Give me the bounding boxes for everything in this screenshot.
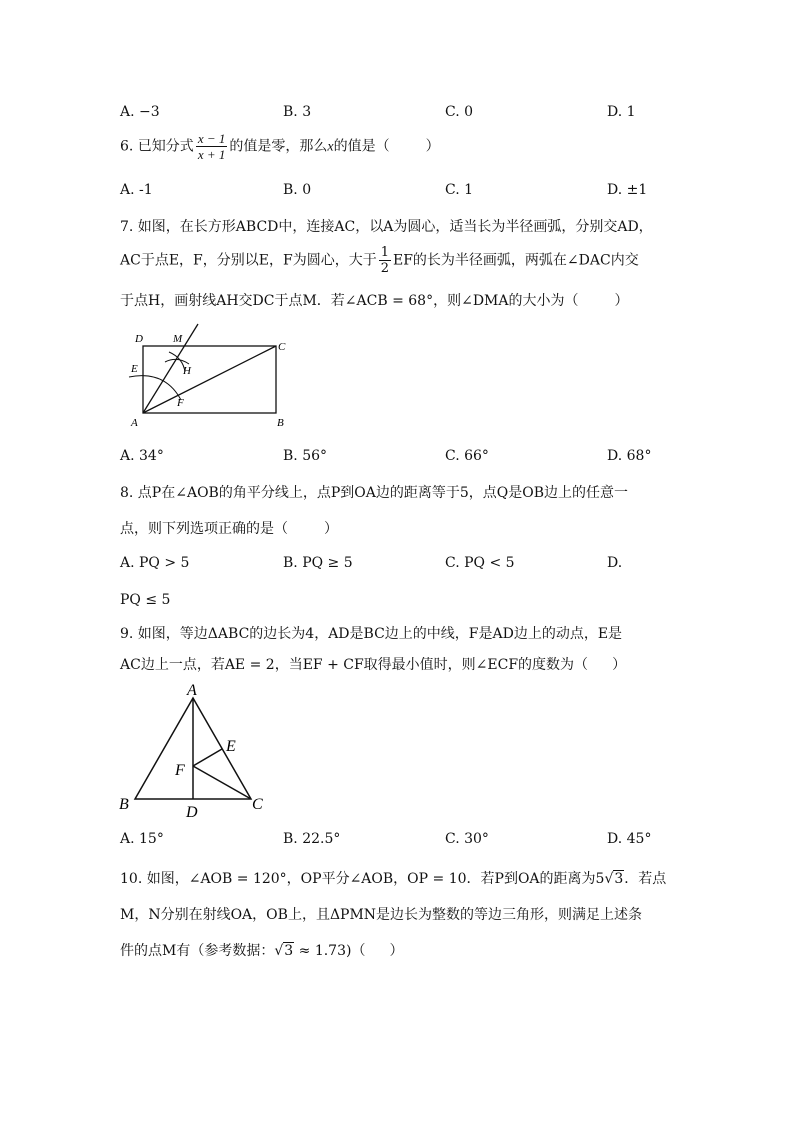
q6-stem — [120, 131, 440, 162]
q7-fraction-half — [379, 245, 391, 276]
q9-option-a: A. 15° — [120, 831, 164, 847]
q9-option-d: D. 45° — [607, 831, 652, 847]
q7-option-c: C. 66° — [445, 448, 489, 464]
q9-label-d: D — [186, 804, 198, 821]
q7-option-a: A. 34° — [120, 448, 164, 464]
q7-line2 — [120, 245, 639, 276]
q6-variable: x — [327, 139, 334, 155]
q9-label-a: A — [187, 682, 197, 699]
q6-option-a: A. -1 — [120, 182, 153, 198]
q7-label-h: H — [183, 365, 191, 377]
q6-close: ） — [425, 138, 440, 155]
q7-frac-den: 2 — [380, 261, 389, 276]
q10-line2: M，N分别在射线OA，OB上，且ΔPMN是边长为整数的等边三角形，则满足上述条 — [120, 907, 643, 923]
q7-line3-close: ） — [614, 293, 629, 309]
q8-line1: 8. 点P在∠AOB的角平分线上，点P到OA边的距离等于5，点Q是OB边上的任意一 — [120, 485, 628, 501]
q7-label-e: E — [131, 363, 138, 375]
q7-option-b: B. 56° — [283, 448, 328, 464]
q6-option-c: C. 1 — [445, 182, 474, 198]
q9-label-e: E — [226, 738, 236, 755]
q6-option-b: B. 0 — [283, 182, 312, 198]
q8-option-d: D. — [607, 555, 623, 571]
q5-option-a: A. −3 — [120, 104, 160, 120]
q7-label-d: D — [135, 333, 143, 345]
q5-option-d: D. 1 — [607, 104, 636, 120]
q8-option-c: C. PQ < 5 — [445, 555, 515, 571]
q7-label-f: F — [177, 397, 184, 409]
q7-option-d: D. 68° — [607, 448, 652, 464]
q7-arc-ef — [129, 376, 181, 400]
q10-line1: 10. 如图，∠AOB = 120°，OP平分∠AOB，OP = 10．若P到OA的距离为5√3．若点 — [120, 871, 667, 887]
q9-line2 — [120, 654, 626, 674]
q6-denominator: x + 1 — [197, 147, 226, 162]
q9-figure — [115, 678, 275, 823]
q9-label-f: F — [175, 762, 185, 779]
q10-line1-a: 10. 如图，∠AOB = 120°，OP平分∠AOB，OP = 10．若P到OA的距离为5 — [120, 871, 605, 887]
q6-suffix-b: 的值是（ — [333, 138, 390, 155]
q7-line3 — [120, 290, 629, 310]
q10-line3-a: 件的点M有（参考数据： — [120, 943, 275, 959]
q9-label-c: C — [252, 796, 263, 813]
q6-prefix: 6. 已知分式 — [120, 138, 194, 155]
q8-line2-close: ） — [324, 521, 338, 537]
q9-label-b: B — [119, 796, 129, 813]
q8-line2 — [120, 518, 338, 538]
q9-line1: 9. 如图，等边ΔABC的边长为4，AD是BC边上的中线，F是AD边上的动点，E是 — [120, 626, 623, 642]
q7-label-a: A — [131, 417, 138, 429]
q10-line1-b: ．若点 — [624, 871, 667, 887]
q6-suffix-a: 的值是零，那么 — [229, 138, 328, 155]
q9-option-c: C. 30° — [445, 831, 489, 847]
q10-ref-sqrt-3: 3 — [284, 943, 294, 959]
q7-line3-text: 于点H，画射线AH交DC于点M．若∠ACB = 68°，则∠DMA的大小为（ — [120, 293, 579, 309]
q9-option-b: B. 22.5° — [283, 831, 341, 847]
q8-option-b: B. PQ ≥ 5 — [283, 555, 353, 571]
q7-label-c: C — [278, 341, 286, 353]
q10-line3: 件的点M有（参考数据：√3 ≈ 1.73)（ ） — [120, 943, 404, 959]
q6-numerator: x − 1 — [197, 131, 226, 146]
q7-figure — [125, 320, 295, 432]
q10-line3-close: ） — [389, 943, 404, 959]
q7-label-m: M — [173, 333, 183, 345]
q6-option-d: D. ±1 — [607, 182, 648, 198]
q10-line3-b: ≈ 1.73)（ — [294, 943, 366, 959]
q5-option-b: B. 3 — [283, 104, 312, 120]
q7-line1: 7. 如图，在长方形ABCD中，连接AC，以A为圆心，适当长为半径画弧，分别交AD， — [120, 219, 653, 235]
q9-line2-text: AC边上一点，若AE = 2，当EF + CF取得最小值时，则∠ECF的度数为（ — [120, 657, 589, 673]
q9-segment-fe — [193, 749, 222, 766]
q7-line2-a: AC于点E，F，分别以E，F为圆心，大于 — [120, 252, 377, 269]
q10-sqrt-3: 3 — [614, 871, 624, 887]
q8-option-d-text: PQ ≤ 5 — [120, 592, 171, 608]
q8-line2-text: 点，则下列选项正确的是（ — [120, 521, 288, 537]
q7-frac-num: 1 — [380, 245, 389, 260]
q7-label-b: B — [277, 417, 284, 429]
q9-line2-close: ） — [612, 657, 627, 673]
q5-option-c: C. 0 — [445, 104, 474, 120]
q7-line2-b: EF的长为半径画弧，两弧在∠DAC内交 — [392, 252, 639, 269]
q8-option-a: A. PQ > 5 — [120, 555, 190, 571]
q6-fraction — [196, 131, 228, 162]
q7-arc-h2 — [165, 359, 189, 364]
